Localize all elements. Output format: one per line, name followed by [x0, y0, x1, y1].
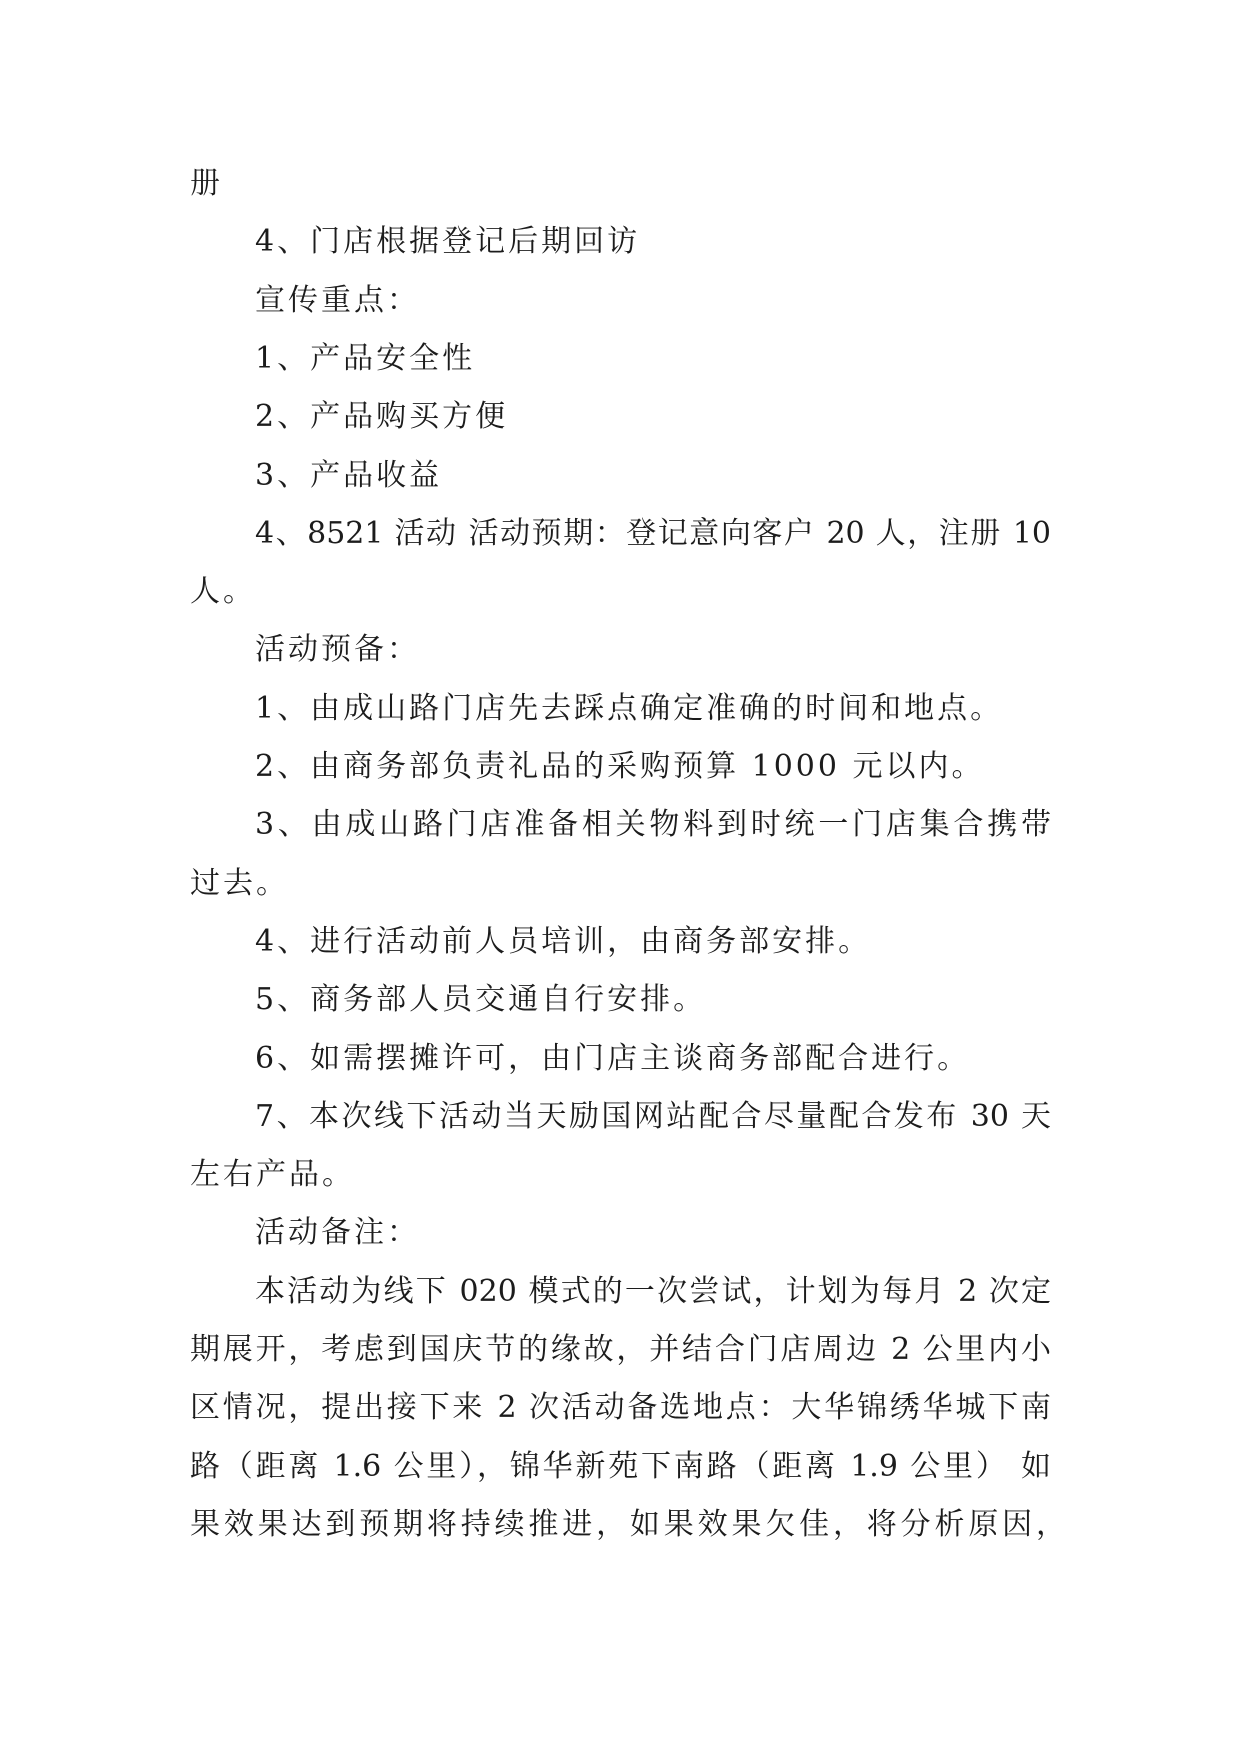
paragraph-line: 果效果达到预期将持续推进，如果效果欠佳，将分析原因，: [190, 1507, 1066, 1542]
list-item: 4、门店根据登记后期回访: [255, 224, 641, 259]
list-item: 5、商务部人员交通自行安排。: [255, 982, 707, 1017]
list-item: 7、本次线下活动当天励国网站配合尽量配合发布 30 天: [255, 1099, 1051, 1134]
section-heading: 活动备注：: [255, 1215, 420, 1250]
paragraph-line: 册: [190, 166, 223, 201]
paragraph-line: 路（距离 1.6 公里），锦华新苑下南路（距离 1.9 公里） 如: [190, 1449, 1051, 1484]
list-item: 1、产品安全性: [255, 341, 476, 376]
paragraph-line: 本活动为线下 020 模式的一次尝试，计划为每月 2 次定: [255, 1274, 1051, 1309]
paragraph-line: 过去。: [190, 866, 289, 901]
paragraph-line: 区情况，提出接下来 2 次活动备选地点：大华锦绣华城下南: [190, 1390, 1051, 1425]
paragraph-line: 左右产品。: [190, 1157, 355, 1192]
list-item: 2、产品购买方便: [255, 399, 509, 434]
list-item: 3、由成山路门店准备相关物料到时统一门店集合携带: [255, 807, 1051, 842]
list-item: 1、由成山路门店先去踩点确定准确的时间和地点。: [255, 691, 1004, 726]
list-item: 2、由商务部负责礼品的采购预算 1000 元以内。: [255, 749, 985, 784]
list-item: 3、产品收益: [255, 458, 443, 493]
list-item: 6、如需摆摊许可，由门店主谈商务部配合进行。: [255, 1041, 971, 1076]
list-item: 4、进行活动前人员培训，由商务部安排。: [255, 924, 872, 959]
paragraph-line: 期展开，考虑到国庆节的缘故，并结合门店周边 2 公里内小: [190, 1332, 1051, 1367]
list-item: 4、8521 活动 活动预期：登记意向客户 20 人，注册 10: [255, 516, 1051, 551]
section-heading: 宣传重点：: [255, 283, 420, 318]
paragraph-line: 人。: [190, 574, 256, 609]
section-heading: 活动预备：: [255, 632, 420, 667]
